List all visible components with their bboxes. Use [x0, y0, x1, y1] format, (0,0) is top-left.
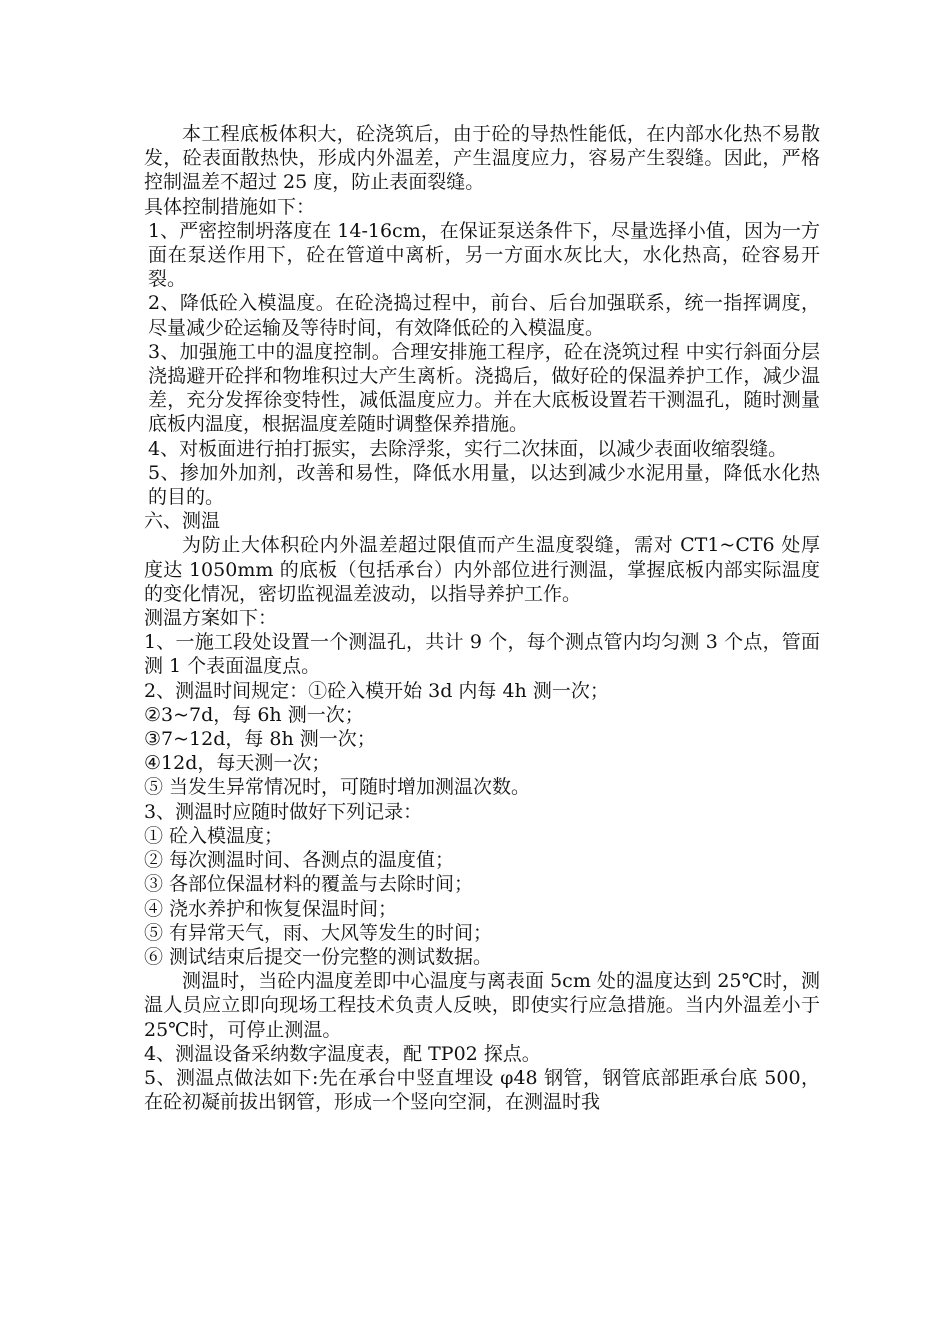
- paragraph-measures-heading: 具体控制措施如下：: [144, 195, 316, 218]
- paragraph-measure-5: 5、掺加外加剂，改善和易性，降低水用量，以达到减少水泥用量，降低水化热的目的。: [148, 461, 820, 509]
- paragraph-measure-4: 4、对板面进行拍打振实，去除浮浆，实行二次抹面，以减少表面收缩裂缝。: [148, 437, 788, 460]
- paragraph-measure-3: 3、加强施工中的温度控制。合理安排施工程序，砼在浇筑过程 中实行斜面分层浇捣避开砼拌和物堆积过大产生离析。浇捣后，做好砼的保温养护工作，减少温差，充分发挥徐变特性，减低温度应力。并在大底板设置若干测温孔，随时测量底板内温度，根据温度差随时调整保养措施。: [148, 340, 820, 436]
- paragraph-plan-heading: 测温方案如下：: [144, 607, 278, 630]
- paragraph-plan-4: 4、测温设备采纳数字温度表，配 TP02 探点。: [144, 1042, 541, 1065]
- paragraph-plan-2-item-5: ⑤ 当发生异常情况时，可随时增加测温次数。: [144, 776, 531, 799]
- paragraph-plan-2-item-2: ②3~7d，每 6h 测一次；: [144, 703, 364, 726]
- paragraph-measure-1: 1、严密控制坍落度在 14-16cm，在保证泵送条件下，尽量选择小值，因为一方面在泵送作用下，砼在管道中离析，另一方面水灰比大，水化热高，砼容易开裂。: [148, 219, 820, 291]
- section-heading-temperature: 六、测温: [144, 510, 221, 533]
- paragraph-record-5: ⑤ 有异常天气，雨、大风等发生的时间；: [144, 921, 493, 944]
- paragraph-plan-3: 3、测温时应随时做好下列记录：: [144, 800, 423, 823]
- paragraph-plan-2-item-4: ④12d，每天测一次；: [144, 752, 331, 775]
- document-page: [144, 122, 820, 1114]
- paragraph-record-4: ④ 浇水养护和恢复保温时间；: [144, 897, 398, 920]
- paragraph-temperature-intro: 为防止大体积砼内外温差超过限值而产生温度裂缝，需对 CT1~CT6 处厚度达 1050mm 的底板（包括承台）内外部位进行测温，掌握底板内部实际温度的变化情况，密切监视温差波动，以指导养护工作。: [144, 534, 820, 605]
- paragraph-plan-1: 1、一施工段处设置一个测温孔，共计 9 个，每个测点管内均匀测 3 个点，管面测 1 个表面温度点。: [144, 631, 820, 678]
- paragraph-plan-2-item-3: ③7~12d，每 8h 测一次；: [144, 728, 376, 751]
- paragraph-record-2: ② 每次测温时间、各测点的温度值；: [144, 849, 455, 872]
- paragraph-record-3: ③ 各部位保温材料的覆盖与去除时间；: [144, 873, 474, 896]
- paragraph-measure-2: 2、降低砼入模温度。在砼浇捣过程中，前台、后台加强联系，统一指挥调度，尽量减少砼运输及等待时间，有效降低砼的入模温度。: [148, 292, 820, 339]
- paragraph-plan-5: 5、测温点做法如下:先在承台中竖直埋设 φ48 钢管，钢管底部距承台底 500，在砼初凝前拔出钢管，形成一个竖向空洞，在测温时我: [144, 1066, 820, 1114]
- paragraph-plan-2: 2、测温时间规定：①砼入模开始 3d 内每 4h 测一次；: [144, 679, 609, 702]
- paragraph-intro: 本工程底板体积大，砼浇筑后，由于砼的导热性能低，在内部水化热不易散发，砼表面散热快，形成内外温差，产生温度应力，容易产生裂缝。因此，严格控制温差不超过 25 度，防止表面裂缝。: [144, 123, 820, 194]
- paragraph-threshold: 测温时，当砼内温度差即中心温度与离表面 5cm 处的温度达到 25℃时，测温人员应立即向现场工程技术负责人反映，即使实行应急措施。当内外温差小于 25℃时，可停止测温。: [144, 970, 820, 1041]
- paragraph-record-6: ⑥ 测试结束后提交一份完整的测试数据。: [144, 945, 493, 968]
- paragraph-record-1: ① 砼入模温度；: [144, 824, 284, 847]
